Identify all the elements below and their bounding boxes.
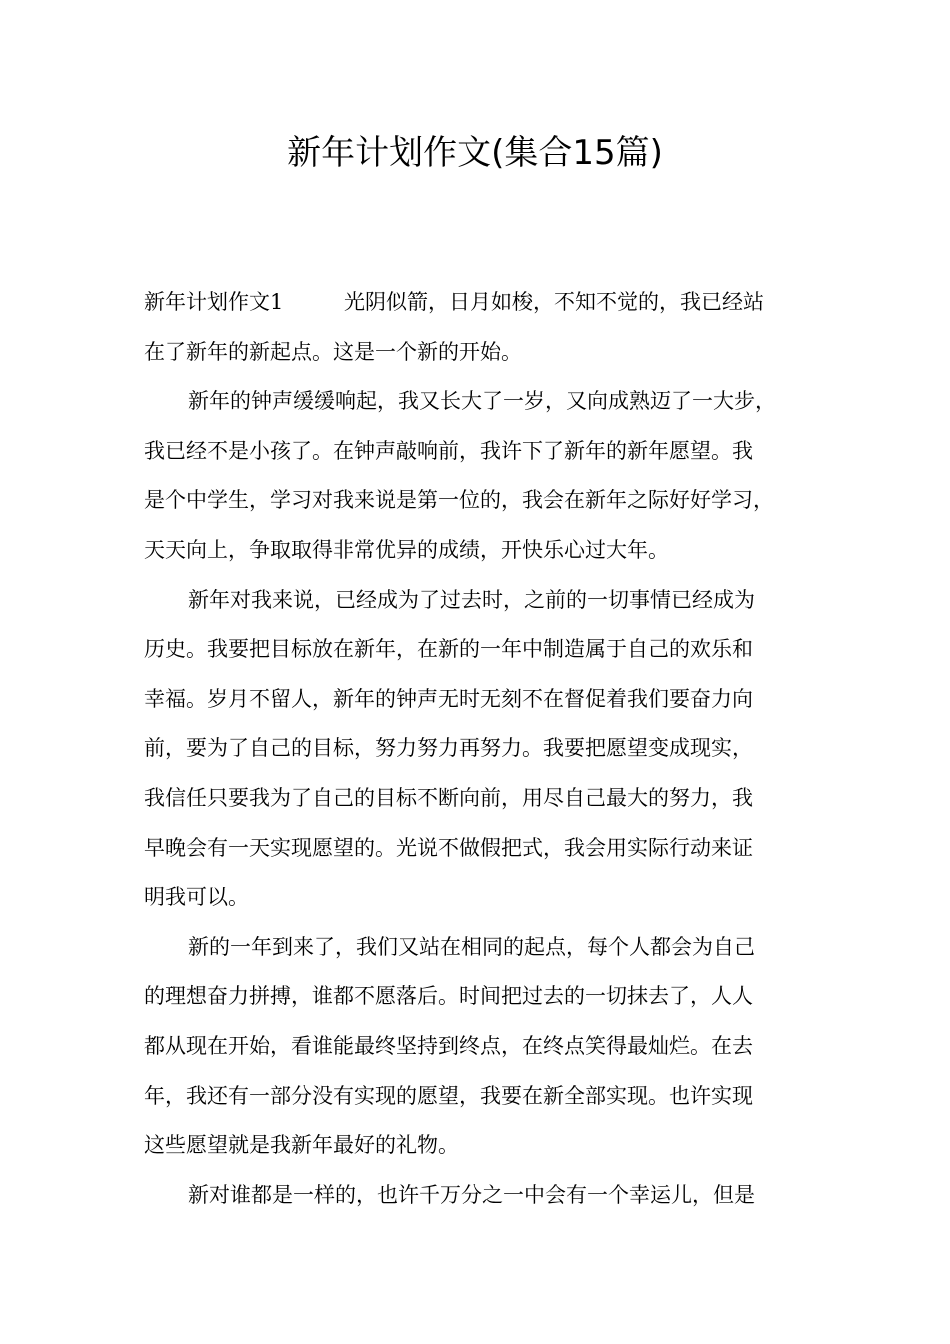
entry-heading: 新年计划作文1: [144, 290, 284, 314]
text-line: 都从现在开始，看谁能最终坚持到终点，在终点笑得最灿烂。在去: [144, 1033, 753, 1058]
text-line: 早晚会有一天实现愿望的。光说不做假把式，我会用实际行动来证: [144, 835, 753, 860]
text-line: 我信任只要我为了自己的目标不断向前，用尽自己最大的努力，我: [144, 785, 753, 810]
text-line: 前，要为了自己的目标，努力努力再努力。我要把愿望变成现实，: [144, 736, 753, 761]
text-line: 幸福。岁月不留人，新年的钟声无时无刻不在督促着我们要奋力向: [144, 686, 753, 711]
text-line: 是个中学生，学习对我来说是第一位的，我会在新年之际好好学习，: [144, 488, 774, 513]
page-title: 新年计划作文(集合15篇): [287, 133, 663, 173]
text-line: 在了新年的新起点。这是一个新的开始。: [144, 339, 522, 364]
text-line: 新的一年到来了，我们又站在相同的起点，每个人都会为自己: [188, 934, 755, 959]
text-line: 明我可以。: [144, 885, 249, 910]
text-line-content: 光阴似箭，日月如梭，不知不觉的，我已经站: [344, 290, 764, 314]
text-line: 年，我还有一部分没有实现的愿望，我要在新全部实现。也许实现: [144, 1083, 753, 1108]
text-line: 新对谁都是一样的，也许千万分之一中会有一个幸运儿，但是: [188, 1182, 755, 1207]
document-body: [144, 282, 806, 1224]
text-line: 我已经不是小孩了。在钟声敲响前，我许下了新年的新年愿望。我: [144, 438, 753, 463]
text-line: 这些愿望就是我新年最好的礼物。: [144, 1133, 459, 1158]
text-line: 新年对我来说，已经成为了过去时，之前的一切事情已经成为: [188, 587, 755, 612]
text-line: 的理想奋力拼搏，谁都不愿落后。时间把过去的一切抹去了，人人: [144, 984, 753, 1009]
text-line: [144, 282, 806, 332]
text-line: 历史。我要把目标放在新年，在新的一年中制造属于自己的欢乐和: [144, 637, 753, 662]
text-line: 天天向上，争取取得非常优异的成绩，开快乐心过大年。: [144, 537, 669, 562]
text-line: 新年的钟声缓缓响起，我又长大了一岁，又向成熟迈了一大步，: [188, 389, 776, 414]
